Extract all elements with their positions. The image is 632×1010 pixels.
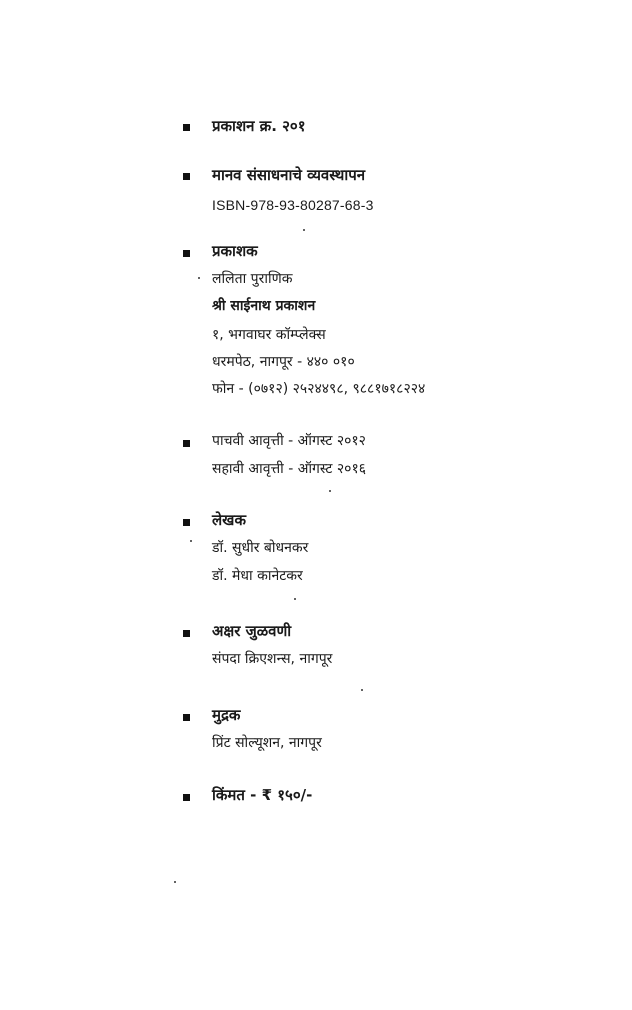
bullet-icon	[183, 630, 190, 637]
printer-value: प्रिंट सोल्यूशन, नागपूर	[212, 735, 322, 751]
publisher-phone: फोन - (०७१२) २५२४४९८, ९८८१७१८२२४	[212, 381, 426, 397]
authors-heading: लेखक	[212, 511, 246, 529]
bullet-icon	[183, 519, 190, 526]
price: किंमत - ₹ १५०/-	[212, 786, 313, 804]
bullet-icon	[183, 440, 190, 447]
bullet-icon	[183, 124, 190, 131]
publisher-person: ललिता पुराणिक	[212, 271, 293, 287]
scan-speck	[361, 689, 363, 691]
fifth-edition: पाचवी आवृत्ती - ऑगस्ट २०१२	[212, 433, 366, 449]
bullet-icon	[183, 794, 190, 801]
scan-speck	[190, 540, 192, 542]
author-name: डॉ. मेधा कानेटकर	[212, 568, 303, 584]
sixth-edition: सहावी आवृत्ती - ऑगस्ट २०१६	[212, 461, 367, 477]
book-title: मानव संसाधनाचे व्यवस्थापन	[212, 166, 366, 184]
author-name: डॉ. सुधीर बोधनकर	[212, 540, 309, 556]
scan-speck	[303, 229, 305, 231]
bullet-icon	[183, 173, 190, 180]
isbn: ISBN-978-93-80287-68-3	[212, 197, 374, 213]
typesetting-value: संपदा क्रिएशन्स, नागपूर	[212, 651, 333, 667]
publication-number: प्रकाशन क्र. २०१	[212, 117, 306, 135]
printer-heading: मुद्रक	[212, 706, 241, 724]
publisher-address-line1: १, भगवाघर कॉम्प्लेक्स	[212, 327, 326, 343]
publisher-name: श्री साईनाथ प्रकाशन	[212, 298, 316, 314]
bullet-icon	[183, 250, 190, 257]
bullet-icon	[183, 714, 190, 721]
publisher-heading: प्रकाशक	[212, 242, 258, 260]
publisher-address-line2: धरमपेठ, नागपूर - ४४० ०१०	[212, 354, 355, 370]
scan-speck	[294, 598, 296, 600]
scan-speck	[198, 277, 200, 279]
scan-speck	[174, 881, 176, 883]
typesetting-heading: अक्षर जुळवणी	[212, 622, 292, 640]
scan-speck	[329, 490, 331, 492]
